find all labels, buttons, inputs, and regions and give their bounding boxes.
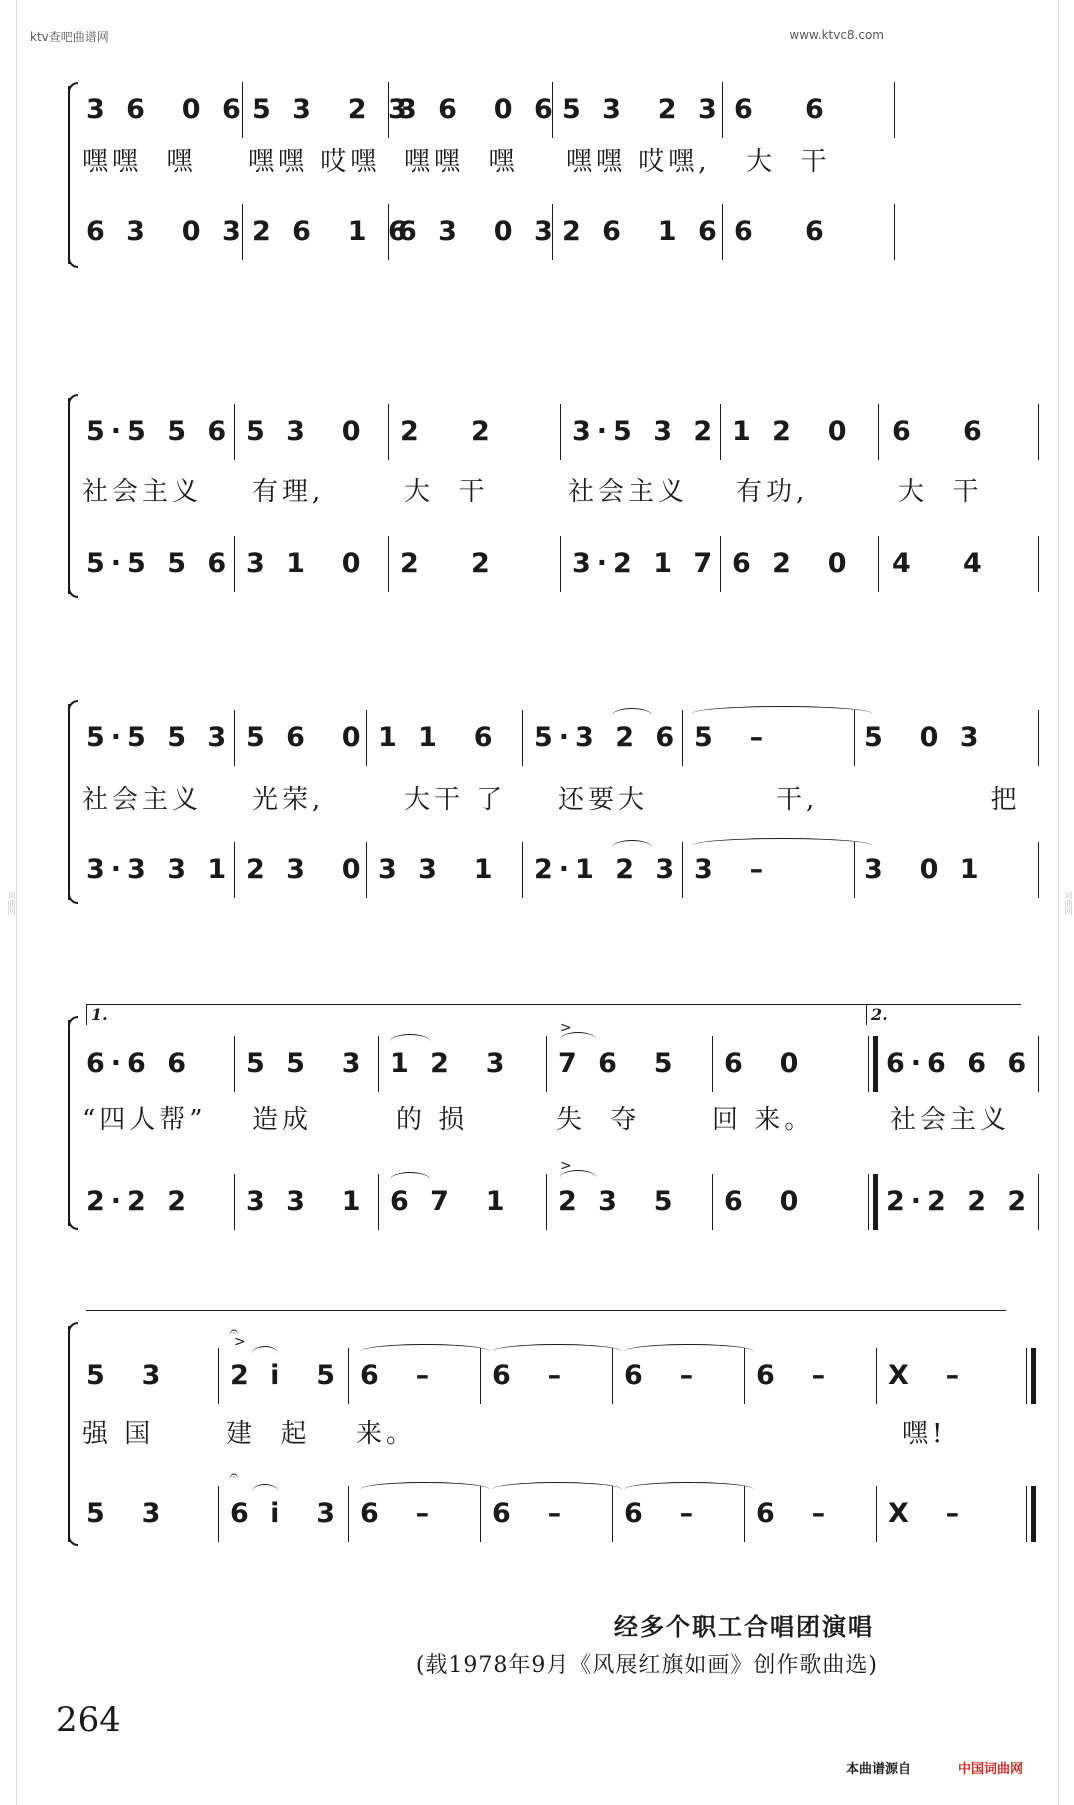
barline	[854, 842, 855, 898]
barline	[218, 1486, 219, 1542]
accent-mark: >	[560, 1158, 572, 1174]
barline	[522, 842, 523, 898]
footer-site-link[interactable]: 中国词曲网	[958, 1762, 1024, 1777]
measure: 6 –	[756, 1498, 832, 1529]
barline	[480, 1348, 481, 1404]
upper-voice-row	[86, 1324, 1020, 1398]
barline	[234, 1036, 235, 1092]
measure: 2 2	[400, 416, 496, 447]
barline	[744, 1348, 745, 1404]
barline	[1038, 710, 1039, 766]
barline	[522, 710, 523, 766]
lyric: 社会主义	[568, 477, 689, 507]
measure: 5 0 3	[864, 722, 985, 753]
upper-voice-row	[86, 716, 1020, 760]
system-brace	[60, 398, 76, 594]
measure: 5 5 3	[246, 1048, 367, 1079]
measure: 1 2 3	[390, 1048, 511, 1079]
barline	[242, 204, 243, 260]
measure: 2 6 1 6	[562, 216, 723, 247]
barline	[1038, 842, 1039, 898]
system-brace	[60, 704, 76, 900]
barline	[480, 1486, 481, 1542]
barline	[234, 536, 235, 592]
footer-source-label: 本曲谱源自	[846, 1762, 912, 1777]
barline	[612, 1348, 613, 1404]
measure: 1 2 0	[732, 416, 853, 447]
barline	[1038, 1174, 1039, 1230]
barline	[612, 1486, 613, 1542]
measure: 6 i 3	[230, 1498, 342, 1529]
measure: 2·2 2	[86, 1186, 193, 1217]
lower-voice-row	[86, 848, 1020, 892]
barline	[388, 536, 389, 592]
accent-mark: >	[560, 1020, 572, 1036]
lyrics-row	[82, 1414, 1020, 1454]
barline	[682, 710, 683, 766]
barline	[854, 710, 855, 766]
measure: 6 –	[360, 1360, 436, 1391]
measure: 6 0	[724, 1186, 805, 1217]
barline	[366, 710, 367, 766]
source-note: (载1978年9月《风展红旗如画》创作歌曲选)	[415, 1653, 878, 1678]
lyric: 光荣,	[252, 785, 325, 815]
lyric: 社会主义	[82, 477, 203, 507]
measure: 7 6 5	[558, 1048, 679, 1079]
upper-voice-row	[86, 1020, 1033, 1086]
first-ending-bracket: 1.	[86, 1004, 869, 1025]
repeat-end-barline	[868, 1036, 878, 1092]
lyric: 建 起	[226, 1419, 311, 1449]
barline	[378, 1036, 379, 1092]
lower-voice-row	[86, 542, 1020, 586]
lyric: 大 干	[404, 477, 489, 507]
barline	[722, 82, 723, 138]
measure: 5·5 5 3	[86, 722, 233, 753]
measure: 3·3 3 1	[86, 854, 233, 885]
barline	[1038, 536, 1039, 592]
right-watermark-strip	[1058, 0, 1073, 1805]
measure: 3 –	[694, 854, 770, 885]
barline	[894, 82, 895, 138]
barline	[242, 82, 243, 138]
measure: 6 –	[360, 1498, 436, 1529]
barline	[348, 1348, 349, 1404]
left-watermark-strip	[2, 0, 17, 1805]
barline	[546, 1036, 547, 1092]
measure: 5 3 2 3	[252, 94, 413, 125]
hairpin-line	[86, 1310, 1006, 1311]
lyric: 有理,	[252, 477, 325, 507]
barline	[552, 82, 553, 138]
measure: 5 6 0	[246, 722, 367, 753]
barline	[876, 1348, 877, 1404]
measure: 6·6 6 6	[886, 1048, 1033, 1079]
measure: 3·2 1 7	[572, 548, 719, 579]
barline	[720, 536, 721, 592]
lyric: 强 国	[82, 1419, 155, 1449]
lyric: 把	[966, 785, 1021, 815]
measure: X –	[888, 1498, 966, 1529]
measure: 6 6	[734, 94, 830, 125]
barline	[218, 1348, 219, 1404]
second-ending-bracket: 2.	[866, 1004, 1021, 1025]
barline	[712, 1174, 713, 1230]
barline	[234, 710, 235, 766]
measure: 6 –	[492, 1360, 568, 1391]
barline	[366, 842, 367, 898]
score-system-2	[60, 392, 1020, 602]
watermark-text: 词曲网	[7, 890, 16, 915]
measure: 2 2	[400, 548, 496, 579]
page-number: 264	[56, 1700, 121, 1740]
lyric: 的 损	[396, 1105, 469, 1135]
lyrics-row	[82, 142, 1020, 182]
measure: 6 6	[734, 216, 830, 247]
barline	[388, 204, 389, 260]
measure: 6 –	[492, 1498, 568, 1529]
barline	[1038, 404, 1039, 460]
fermata-mark: 𝄐	[230, 1468, 238, 1484]
upper-voice-row	[86, 88, 1020, 132]
measure: X –	[888, 1360, 966, 1391]
barline	[378, 1174, 379, 1230]
barline	[712, 1036, 713, 1092]
barline	[348, 1486, 349, 1542]
fermata-mark: 𝄐	[230, 1324, 238, 1340]
lyric: 嘿嘿 嘿	[82, 147, 197, 177]
measure: 5 3	[86, 1360, 167, 1391]
measure: 2 i 5	[230, 1360, 342, 1391]
measure: 3 1 0	[246, 548, 367, 579]
performer-credit: 经多个职工合唱团演唱	[614, 1612, 874, 1641]
measure: 2 6 1 6	[252, 216, 413, 247]
measure: 5·3 2 6	[534, 722, 681, 753]
barline	[234, 1174, 235, 1230]
score-system-5	[60, 1310, 1020, 1550]
measure: 5·5 5 6	[86, 416, 233, 447]
barline	[388, 404, 389, 460]
measure: 6 0	[724, 1048, 805, 1079]
measure: 6 –	[624, 1360, 700, 1391]
upper-voice-row	[86, 410, 1020, 454]
lyrics-row	[82, 472, 1020, 512]
site-name: ktv查吧曲谱网	[30, 30, 109, 44]
measure: 2·1 2 3	[534, 854, 681, 885]
lyric: 造成	[252, 1105, 313, 1135]
lyrics-row	[82, 780, 1021, 820]
measure: 3·5 3 2	[572, 416, 719, 447]
measure: 3 3 1	[378, 854, 499, 885]
measure: 6 3 0 3	[398, 216, 559, 247]
score-system-1	[60, 80, 1020, 270]
barline	[234, 842, 235, 898]
measure: 1 1 6	[378, 722, 499, 753]
repeat-end-barline	[868, 1174, 878, 1230]
watermark-text: 词曲网	[1064, 890, 1073, 915]
measure: 6·6 6	[86, 1048, 193, 1079]
barline	[876, 1486, 877, 1542]
measure: 6 –	[624, 1498, 700, 1529]
measure: 6 2 0	[732, 548, 853, 579]
lyric: 回 来。	[712, 1105, 815, 1135]
lower-voice-row	[86, 210, 1020, 254]
lyric: 嘿!	[902, 1419, 947, 1449]
score-system-3	[60, 698, 1020, 908]
lyric: 嘿嘿 哎嘿	[248, 147, 381, 177]
lyric: 还要大	[558, 785, 649, 815]
lyrics-row	[82, 1100, 1020, 1140]
barline	[722, 204, 723, 260]
barline	[682, 842, 683, 898]
lyric: 嘿嘿 哎嘿,	[566, 147, 711, 177]
lyric: 大 干	[746, 147, 831, 177]
lower-voice-row	[86, 1158, 1033, 1224]
lyric: 大 干	[898, 477, 983, 507]
lyric: 社会主义	[890, 1105, 1011, 1135]
measure: 2·2 2 2	[886, 1186, 1033, 1217]
measure: 3 3 1	[246, 1186, 367, 1217]
lyric: 嘿嘿 嘿	[404, 147, 519, 177]
lyric: 有功,	[736, 477, 809, 507]
final-barline	[1026, 1486, 1036, 1542]
lyric: 来。	[356, 1419, 417, 1449]
barline	[1038, 1036, 1039, 1092]
lyric: 大干 了	[404, 785, 507, 815]
measure: 6 6	[892, 416, 988, 447]
system-brace	[60, 1020, 76, 1226]
barline	[560, 536, 561, 592]
barline	[552, 204, 553, 260]
final-barline	[1026, 1348, 1036, 1404]
slur	[612, 840, 652, 855]
barline	[720, 404, 721, 460]
slur	[612, 708, 652, 723]
barline	[560, 404, 561, 460]
measure: 5 –	[694, 722, 770, 753]
measure: 5 3 0	[246, 416, 367, 447]
barline	[234, 404, 235, 460]
measure: 5 3 2 3	[562, 94, 723, 125]
lyric: 社会主义	[82, 785, 203, 815]
measure: 3 0 1	[864, 854, 985, 885]
lyric: 失 夺	[556, 1105, 641, 1135]
measure: 6 7 1	[390, 1186, 511, 1217]
measure: 2 3 5	[558, 1186, 679, 1217]
measure: 3 6 0 6	[86, 94, 247, 125]
barline	[546, 1174, 547, 1230]
lyric: 干,	[776, 785, 819, 815]
barline	[878, 536, 879, 592]
barline	[744, 1486, 745, 1542]
measure: 5 3	[86, 1498, 167, 1529]
system-brace	[60, 1326, 76, 1542]
measure: 4 4	[892, 548, 988, 579]
measure: 2 3 0	[246, 854, 367, 885]
barline	[388, 82, 389, 138]
measure: 6 –	[756, 1360, 832, 1391]
measure: 3 6 0 6	[398, 94, 559, 125]
system-brace	[60, 86, 76, 264]
accent-mark: >	[234, 1334, 246, 1350]
measure: 6 3 0 3	[86, 216, 247, 247]
lower-voice-row	[86, 1468, 1020, 1536]
measure: 5·5 5 6	[86, 548, 233, 579]
barline	[878, 404, 879, 460]
site-url[interactable]: www.ktvc8.com	[789, 28, 884, 42]
score-system-4	[60, 1004, 1033, 1234]
barline	[894, 204, 895, 260]
lyric: “四人帮”	[82, 1105, 207, 1135]
